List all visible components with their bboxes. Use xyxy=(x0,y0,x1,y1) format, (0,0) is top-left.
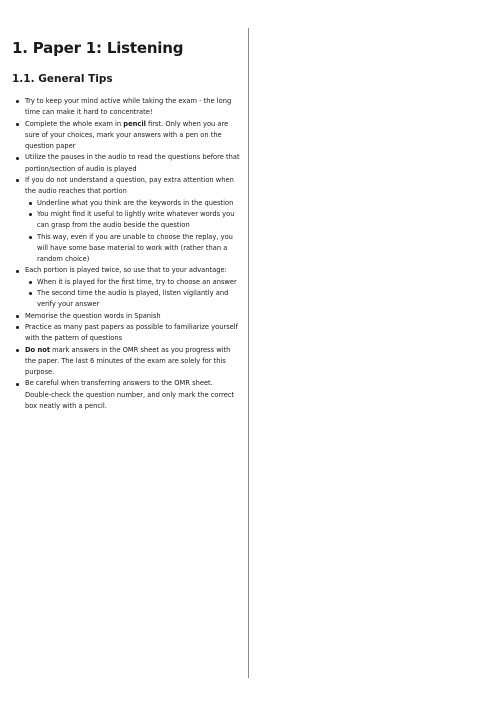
section-heading: 1.1. General Tips xyxy=(12,73,113,85)
tip-item xyxy=(25,152,240,175)
sub-list xyxy=(25,277,240,311)
sub-item: This way, even if you are unable to choose the replay, you will have some base material to work with (rather than a random choice) xyxy=(37,232,240,266)
tip-item xyxy=(25,378,240,412)
sub-item: Underline what you think are the keywords in the question xyxy=(37,198,240,209)
tip-item xyxy=(25,311,240,322)
tip-bold-text: Do not xyxy=(25,345,51,354)
tip-bold-text: pencil xyxy=(123,119,146,128)
sub-list xyxy=(25,198,240,266)
tip-item xyxy=(25,96,240,119)
tip-item xyxy=(25,175,240,265)
column-divider xyxy=(248,28,249,678)
tip-text: Practice as many past papers as possible to familiarize yourself with the pattern of questions xyxy=(25,322,239,343)
tip-text: first. Only when you are sure of your choices, mark your answers with a pen on the question paper xyxy=(25,119,229,151)
tip-text: Complete the whole exam in xyxy=(25,119,124,128)
tip-text: mark answers in the OMR sheet as you progress with the paper. The last 6 minutes of the exam are solely for this purpose. xyxy=(25,345,231,377)
tip-text: Be careful when transferring answers to the OMR sheet. Double-check the question number, and only mark the correct box neatly with a pencil. xyxy=(25,379,235,411)
tips-list xyxy=(12,96,240,412)
tip-text: If you do not understand a question, pay extra attention when the audio reaches that portion xyxy=(25,176,234,196)
tip-text: Memorise the question words in Spanish xyxy=(25,311,161,320)
tip-text: Utilize the pauses in the audio to read the questions before that portion/section of audio is played xyxy=(25,153,240,173)
tip-item xyxy=(25,119,240,153)
tip-item xyxy=(25,345,240,379)
tip-text: Each portion is played twice, so use that to your advantage: xyxy=(25,266,227,275)
left-column xyxy=(12,38,240,412)
sub-item: The second time the audio is played, listen vigilantly and verify your answer xyxy=(37,288,240,311)
tip-text: Try to keep your mind active while taking the exam - the long time can make it hard to concentrate! xyxy=(25,97,232,117)
sub-item: You might find it useful to lightly write whatever words you can grasp from the audio beside the question xyxy=(37,209,240,232)
tip-item xyxy=(25,265,240,310)
page-heading: 1. Paper 1: Listening xyxy=(12,39,184,57)
sub-item: When it is played for the first time, try to choose an answer xyxy=(37,277,240,288)
tip-item xyxy=(25,322,240,345)
